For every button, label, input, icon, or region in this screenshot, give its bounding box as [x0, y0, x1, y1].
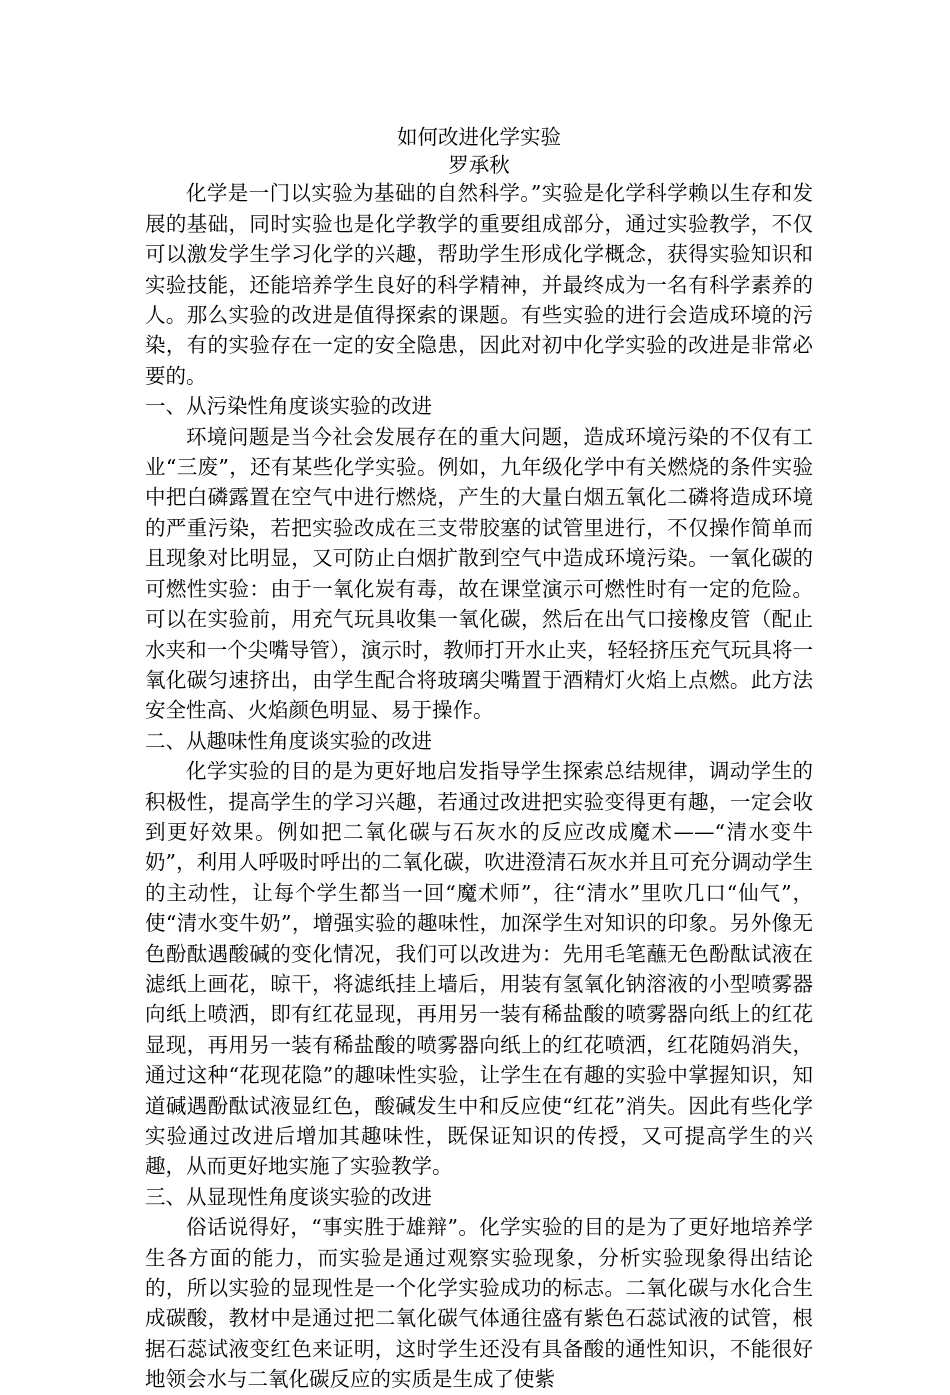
document-title: 如何改进化学实验: [397, 125, 561, 149]
document-body: [145, 122, 813, 1395]
document-author: 罗承秋: [448, 153, 510, 178]
section-1-paragraph: 环境问题是当今社会发展存在的重大问题，造成环境污染的不仅有工业“三废”，还有某些化学实验。例如，九年级化学中有关燃烧的条件实验中把白磷露置在空气中进行燃烧，产生的大量白烟五氧化二磷将造成环境的严重污染，若把实验改成在三支带胶塞的试管里进行，不仅操作简单而且现象对比明显，又可防止白烟扩散到空气中造成环境污染。一氧化碳的可燃性实验：由于一氧化炭有毒，故在课堂演示可燃性时有一定的危险。可以在实验前，用充气玩具收集一氧化碳，然后在出气口接橡皮管（配止水夹和一个尖嘴导管），演示时，教师打开水止夹，轻轻挤压充气玩具将一氧化碳匀速挤出，由学生配合将玻璃尖嘴置于酒精灯火焰上点燃。此方法安全性高、火焰颜色明显、易于操作。: [145, 424, 813, 723]
section-2-paragraph: 化学实验的目的是为更好地启发指导学生探索总结规律，调动学生的积极性，提高学生的学习兴趣，若通过改进把实验变得更有趣，一定会收到更好效果。例如把二氧化碳与石灰水的反应改成魔术——“清水变牛奶”，利用人呼吸时呼出的二氧化碳，吹进澄清石灰水并且可充分调动学生的主动性，让每个学生都当一回“魔术师”，往“清水”里吹几口“仙气”，使“清水变牛奶”，增强实验的趣味性，加深学生对知识的印象。另外像无色酚酞遇酸碱的变化情况，我们可以改进为：先用毛笔蘸无色酚酞试液在滤纸上画花，晾干，将滤纸挂上墙后，用装有氢氧化钠溶液的小型喷雾器向纸上喷洒，即有红花显现，再用另一装有稀盐酸的喷雾器向纸上的红花显现，再用另一装有稀盐酸的喷雾器向纸上的红花喷洒，红花随妈消失，通过这种“花现花隐”的趣味性实验，让学生在有趣的实验中掌握知识，知道碱遇酚酞试液显红色，酸碱发生中和反应使“红花”消失。因此有些化学实验通过改进后增加其趣味性，既保证知识的传授，又可提高学生的兴趣，从而更好地实施了实验教学。: [145, 759, 813, 1179]
intro-paragraph: 化学是一门以实验为基础的自然科学。”实验是化学科学赖以生存和发展的基础，同时实验也是化学教学的重要组成部分，通过实验教学，不仅可以激发学生学习化学的兴趣，帮助学生形成化学概念，获得实验知识和实验技能，还能培养学生良好的科学精神，并最终成为一名有科学素养的人。那么实验的改进是值得探索的课题。有些实验的进行会造成环境的污染，有的实验存在一定的安全隐患，因此对初中化学实验的改进是非常必要的。: [145, 181, 813, 388]
section-2-heading: 二、从趣味性角度谈实验的改进: [145, 728, 432, 753]
section-1-heading: 一、从污染性角度谈实验的改进: [145, 394, 432, 419]
section-3-heading: 三、从显现性角度谈实验的改进: [145, 1184, 432, 1209]
section-3-paragraph: 俗话说得好，“事实胜于雄辩”。化学实验的目的是为了更好地培养学生各方面的能力，而实验是通过观察实验现象，分析实验现象得出结论的，所以实验的显现性是一个化学实验成功的标志。二氧化碳与水化合生成碳酸，教材中是通过把二氧化碳气体通往盛有紫色石蕊试液的试管，根据石蕊试液变红色来证明，这时学生还没有具备酸的通性知识，不能很好地领会水与二氧化碳反应的实质是生成了使紫: [145, 1215, 813, 1392]
